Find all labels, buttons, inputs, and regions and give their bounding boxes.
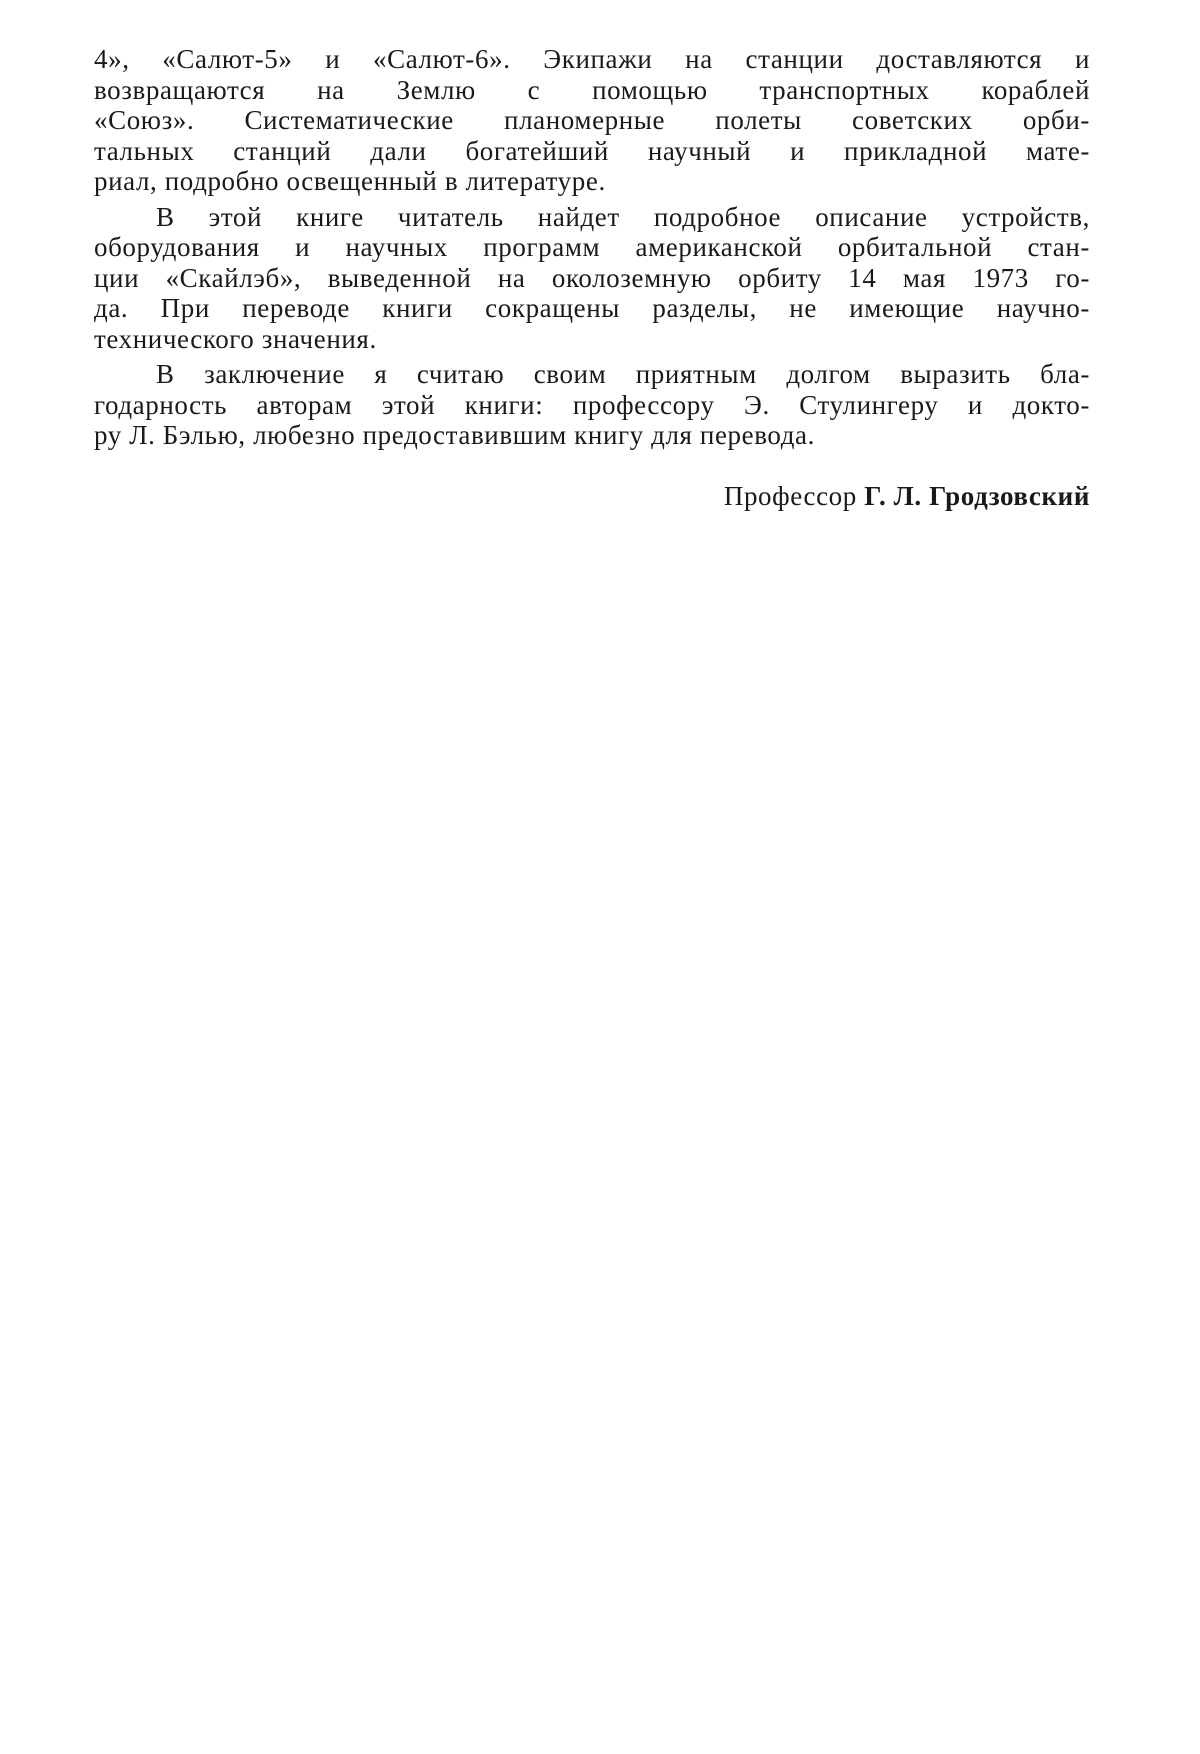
text-line: 4», «Салют-5» и «Салют-6». Экипажи на станции доставляются и xyxy=(94,44,1090,74)
signature xyxy=(724,481,1090,512)
signature-name: Г. Л. Гродзовский xyxy=(864,481,1090,511)
text-line: В этой книге читатель найдет подробное описание устройств, xyxy=(156,201,1090,232)
body-text xyxy=(94,44,1090,451)
text-line: ции «Скайлэб», выведенной на околоземную орбиту 14 мая 1973 го- xyxy=(94,262,1090,293)
text-line: годарность авторам этой книги: профессору Э. Стулингеру и докто- xyxy=(94,389,1090,420)
text-line: В заключение я считаю своим приятным долгом выразить бла- xyxy=(156,359,1090,389)
text-line: ру Л. Бэлью, любезно предоставившим книгу для перевода. xyxy=(94,420,815,450)
text-line: риал, подробно освещенный в литературе. xyxy=(94,166,606,196)
text-line: да. При переводе книги сокращены разделы, не имеющие научно- xyxy=(94,293,1090,323)
paragraph-1 xyxy=(94,44,1090,197)
text-line: возвращаются на Землю с помощью транспортных кораблей xyxy=(94,74,1090,105)
paragraph-2 xyxy=(94,202,1090,355)
signature-title: Профессор xyxy=(723,481,857,511)
text-line: технического значения. xyxy=(94,323,377,354)
text-line: оборудования и научных программ американской орбитальной стан- xyxy=(94,232,1090,262)
text-line: тальных станций дали богатейший научный и прикладной мате- xyxy=(94,135,1090,166)
text-line: «Союз». Систематические планомерные полеты советских орби- xyxy=(94,105,1090,135)
paragraph-3 xyxy=(94,359,1090,451)
